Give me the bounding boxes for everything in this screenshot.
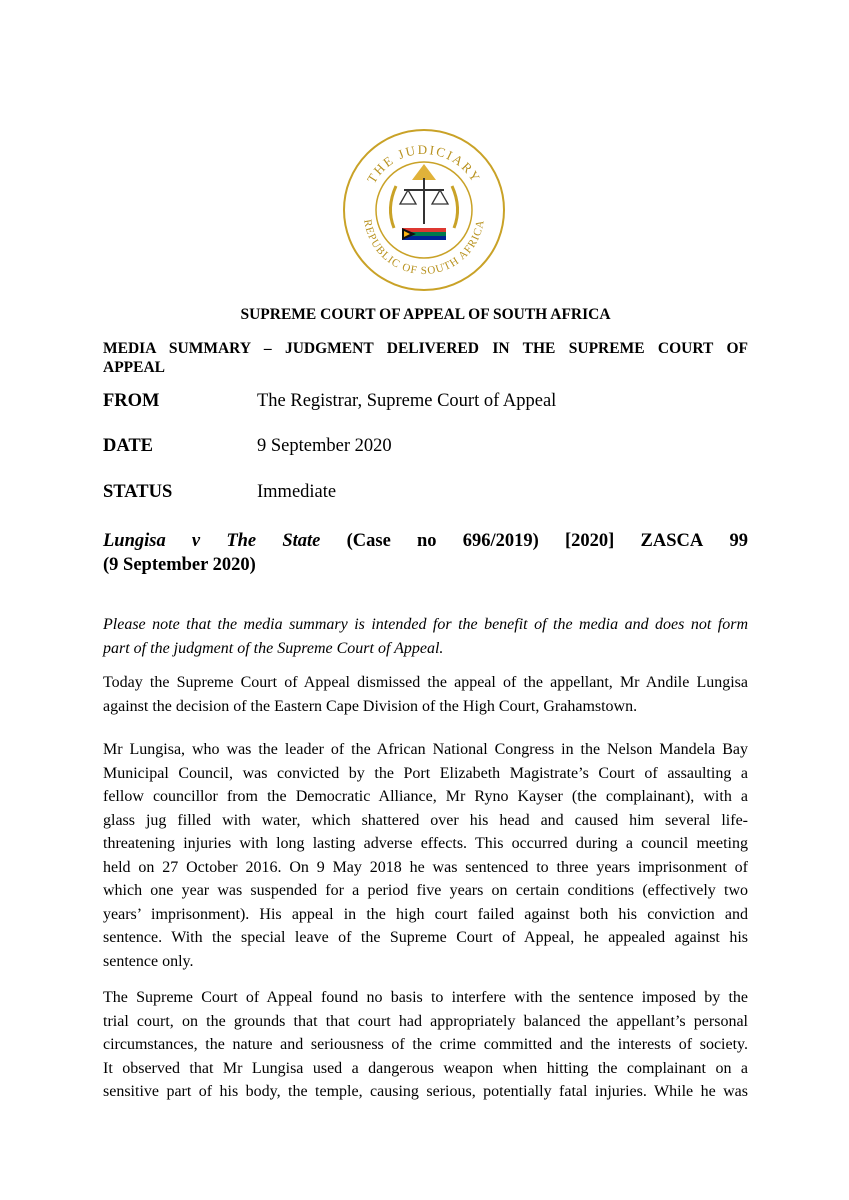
text-line: trial court, on the grounds that that court had appropriately balanced the appellant’s personal xyxy=(103,1012,748,1030)
media-summary-heading-line: MEDIA SUMMARY – JUDGMENT DELIVERED IN THE SUPREME COURT OF xyxy=(103,340,748,357)
media-summary-heading xyxy=(103,339,748,377)
paragraph-3 xyxy=(103,986,748,1104)
text-line: against the decision of the Eastern Cape Division of the High Court, Grahamstown. xyxy=(103,697,638,715)
status-label: STATUS xyxy=(103,482,173,502)
text-line: Today the Supreme Court of Appeal dismissed the appeal of the appellant, Mr Andile Lungisa xyxy=(103,674,748,691)
case-ref: 696/2019) xyxy=(462,531,539,551)
text-line: which one year was suspended for a period five years on certain conditions (effectively two xyxy=(103,882,748,899)
text-line: held on 27 October 2016. On 9 May 2018 he was sentenced to three years imprisonment of xyxy=(103,858,748,876)
date-value: 9 September 2020 xyxy=(257,436,392,456)
date-label: DATE xyxy=(103,436,154,456)
text-line: It observed that Mr Lungisa used a dangerous weapon when hitting the complainant on a xyxy=(103,1059,748,1077)
case-ref: no xyxy=(416,531,437,551)
svg-text:REPUBLIC OF SOUTH AFRICA: REPUBLIC OF SOUTH AFRICA xyxy=(361,218,487,278)
paragraph-1 xyxy=(103,671,748,718)
text-line: sensitive part of his body, the temple, causing serious, potentially fatal injuries. While he was xyxy=(103,1083,748,1100)
status-value: Immediate xyxy=(257,482,337,502)
case-ref: 99 xyxy=(729,531,748,551)
case-ref: ZASCA xyxy=(640,531,704,551)
text-line: Please note that the media summary is intended for the benefit of the media and does not form xyxy=(103,616,748,633)
text-line: glass jug filled with water, which shattered over his head and caused him several life- xyxy=(103,811,748,829)
text-line: circumstances, the nature and seriousness of the crime committed and the interests of society. xyxy=(103,1036,748,1053)
case-date: (9 September 2020) xyxy=(103,555,256,575)
case-ref: [2020] xyxy=(565,531,615,551)
media-summary-heading-line: APPEAL xyxy=(103,359,165,376)
case-party: State xyxy=(282,531,321,551)
case-party: Lungisa xyxy=(103,531,166,551)
text-line: fellow councillor from the Democratic Alliance, Mr Ryno Kayser (the complainant), with a xyxy=(103,788,748,805)
text-line: Mr Lungisa, who was the leader of the African National Congress in the Nelson Mandela Bay xyxy=(103,741,748,758)
case-citation xyxy=(103,529,748,577)
paragraph-2 xyxy=(103,738,748,973)
text-line: part of the judgment of the Supreme Court of Appeal. xyxy=(103,639,444,657)
case-ref: (Case xyxy=(346,531,391,551)
text-line: sentence only. xyxy=(103,952,194,970)
svg-text:THE JUDICIARY: THE JUDICIARY xyxy=(363,141,485,186)
from-value: The Registrar, Supreme Court of Appeal xyxy=(257,391,557,411)
from-label: FROM xyxy=(103,391,160,411)
text-line: sentence. With the special leave of the Supreme Court of Appeal, he appealed against his xyxy=(103,929,748,946)
court-heading: SUPREME COURT OF APPEAL OF SOUTH AFRICA xyxy=(240,306,611,323)
text-line: threatening injuries with long lasting adverse effects. This occurred during a council meeting xyxy=(103,835,748,852)
case-party: The xyxy=(226,531,257,551)
case-party: v xyxy=(191,531,201,551)
text-line: years’ imprisonment). His appeal in the high court failed against both his conviction and xyxy=(103,905,748,923)
judiciary-seal-logo xyxy=(342,128,506,292)
text-line: The Supreme Court of Appeal found no basis to interfere with the sentence imposed by the xyxy=(103,989,748,1006)
media-note xyxy=(103,613,748,660)
text-line: Municipal Council, was convicted by the Port Elizabeth Magistrate’s Court of assaulting a xyxy=(103,764,748,782)
